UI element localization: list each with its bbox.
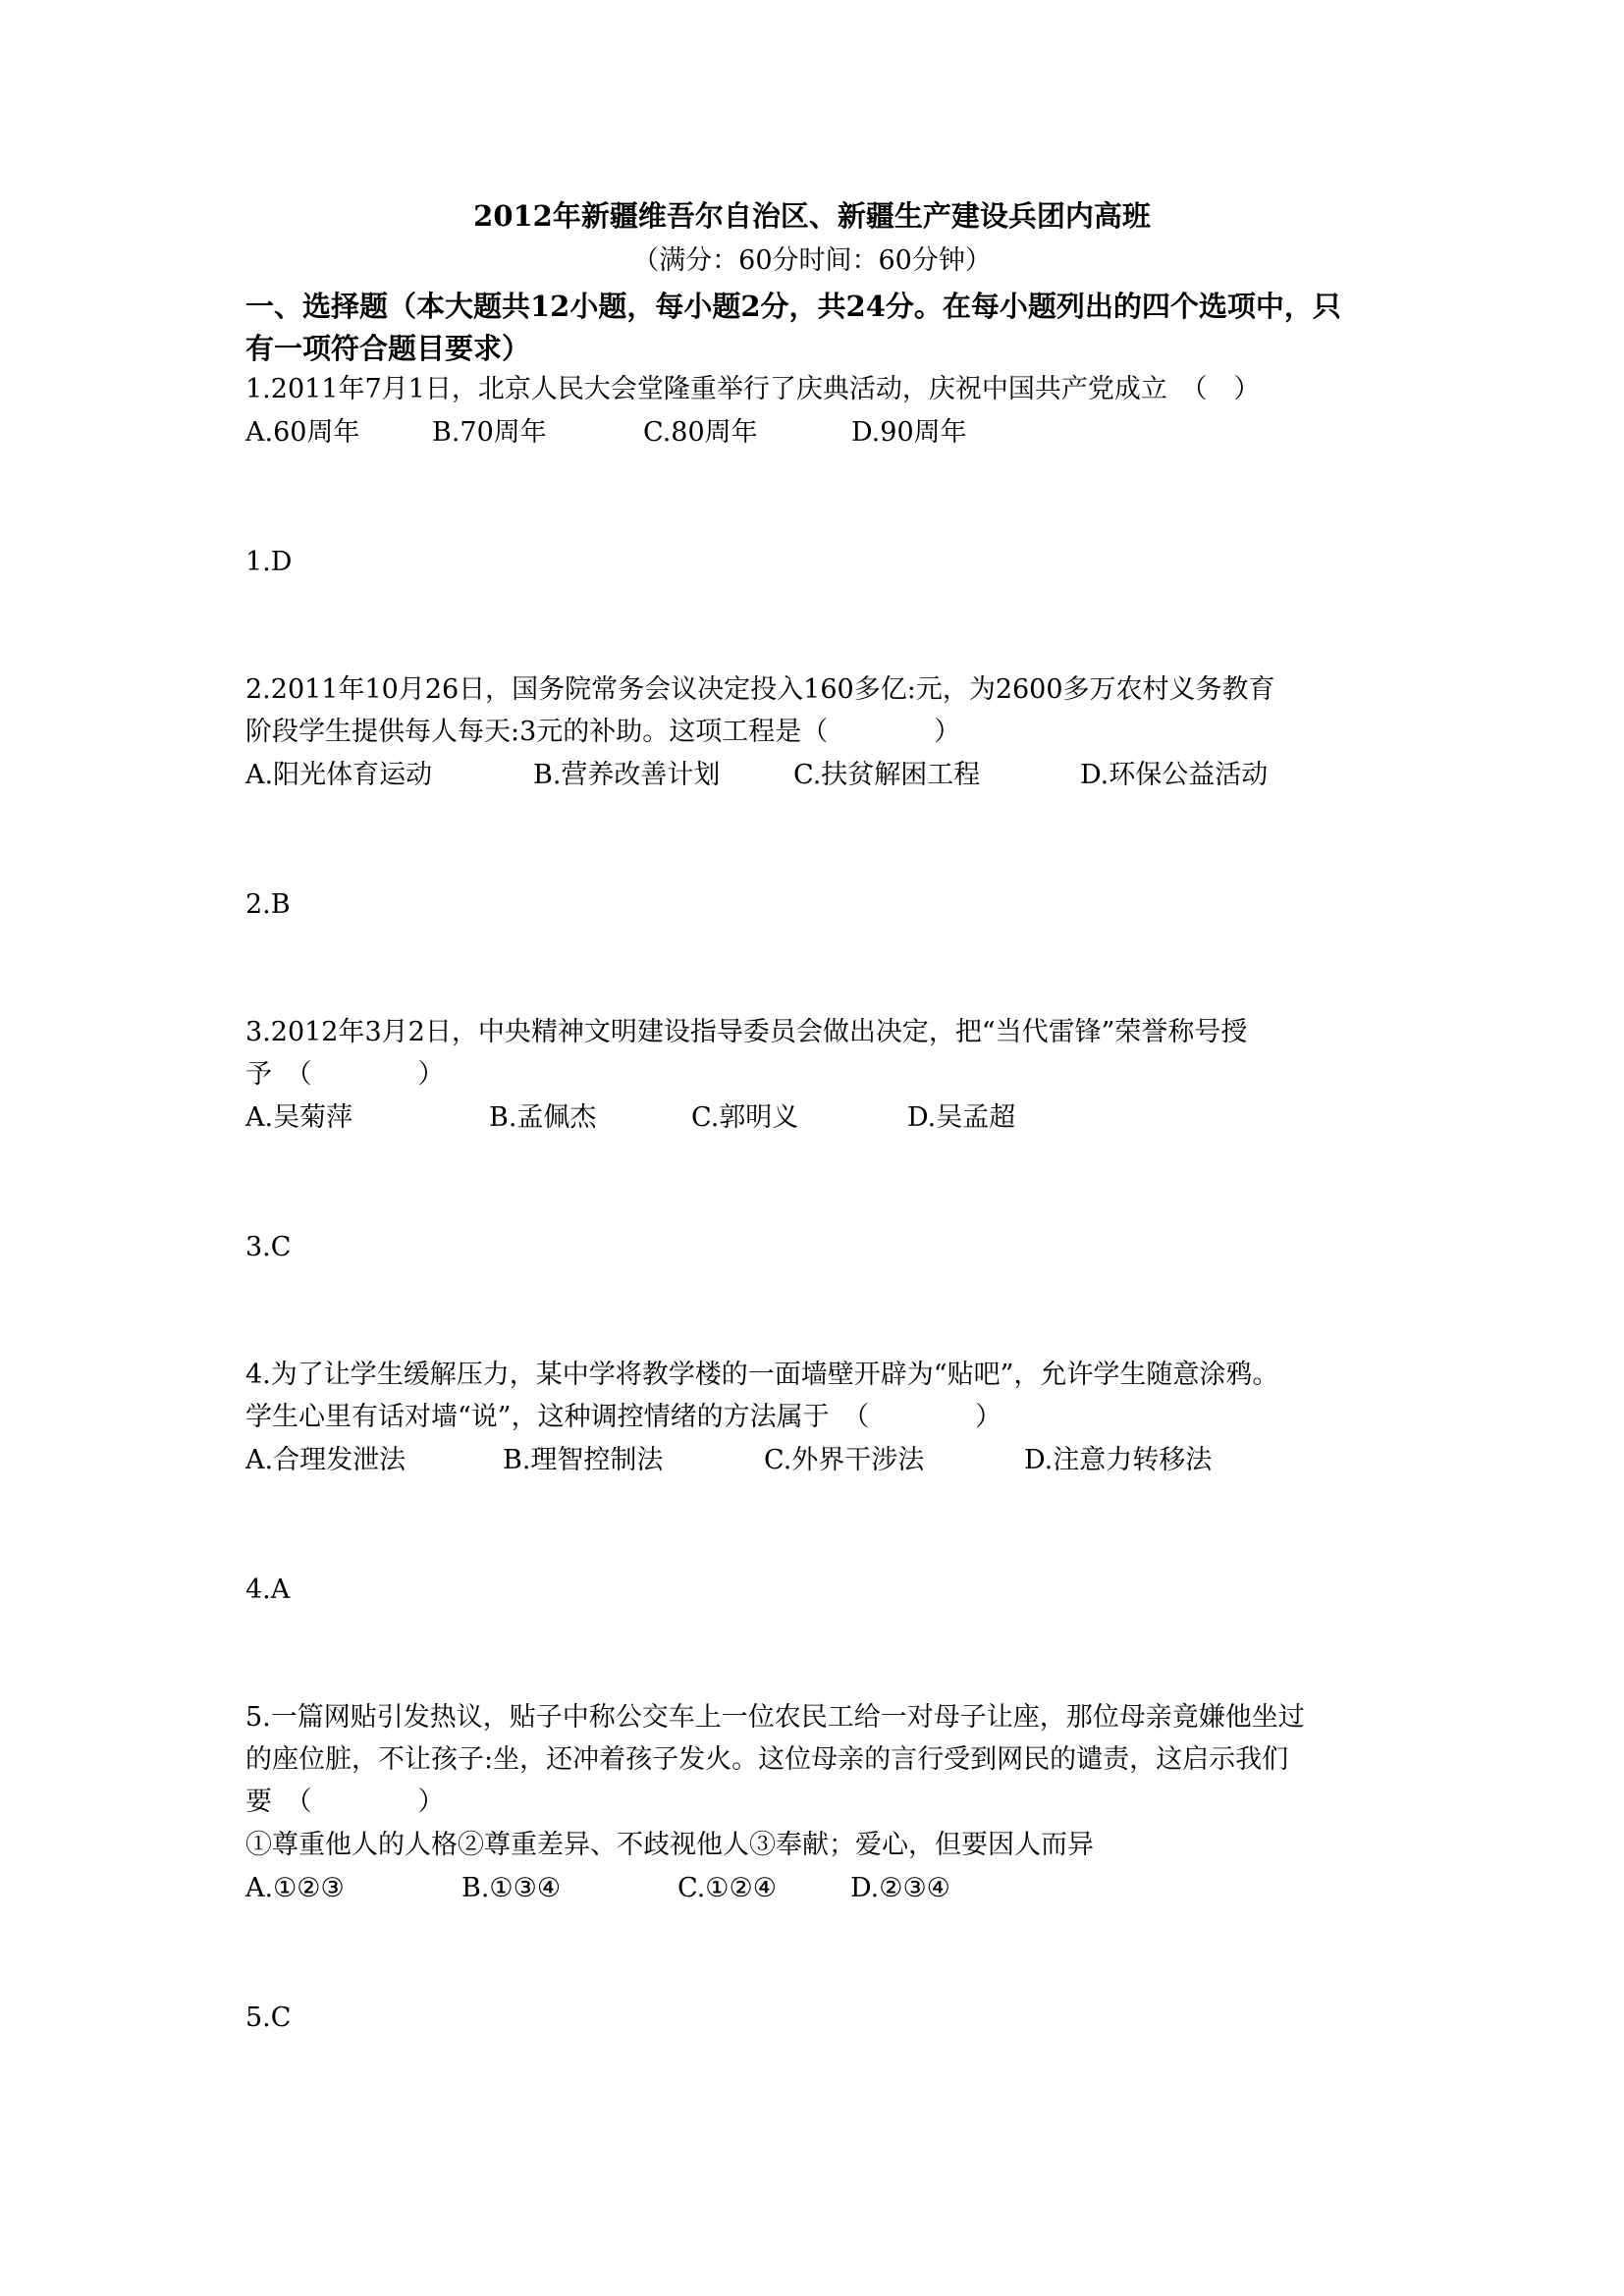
question-5-stem-line-1: 5.一篇网贴引发热议，贴子中称公交车上一位农民工给一对母子让座，那位母亲竟嫌他坐过 bbox=[245, 1702, 1305, 1733]
question-1-answer: 1.D bbox=[245, 547, 293, 577]
question-3-option-a: A.吴菊萍 bbox=[245, 1102, 353, 1133]
question-5-answer: 5.C bbox=[245, 2002, 292, 2033]
question-3-stem-line-2: 予 （ ） bbox=[245, 1059, 445, 1090]
question-5-stem-line-3: 要 （ ） bbox=[245, 1787, 445, 1817]
question-3-option-c: C.郭明义 bbox=[691, 1102, 799, 1133]
question-2-answer: 2.B bbox=[245, 889, 291, 920]
question-5-option-a: A.①②③ bbox=[245, 1873, 345, 1903]
question-2-stem-line-2: 阶段学生提供每人每天:3元的补助。这项工程是（ ） bbox=[245, 717, 961, 747]
question-3-option-b: B.孟佩杰 bbox=[489, 1102, 597, 1133]
question-2-option-b: B.营养改善计划 bbox=[533, 760, 721, 790]
question-1-option-d: D.90周年 bbox=[851, 417, 967, 448]
question-3-stem-line-1: 3.2012年3月2日，中央精神文明建设指导委员会做出决定，把“当代雷锋”荣誉称号授 bbox=[245, 1017, 1248, 1047]
question-5-stem-line-2: 的座位脏，不让孩子:坐，还冲着孩子发火。这位母亲的言行受到网民的谴责，这启示我们 bbox=[245, 1744, 1289, 1775]
question-1-option-a: A.60周年 bbox=[245, 417, 360, 448]
question-4-option-d: D.注意力转移法 bbox=[1024, 1445, 1213, 1475]
exam-subtitle: （满分：60分时间：60分钟） bbox=[632, 245, 992, 276]
exam-title: 2012年新疆维吾尔自治区、新疆生产建设兵团内高班 bbox=[473, 199, 1151, 233]
question-5-option-b: B.①③④ bbox=[461, 1873, 562, 1903]
question-1-stem-line-1: 1.2011年7月1日，北京人民大会堂隆重举行了庆典活动，庆祝中国共产党成立 （ ） bbox=[245, 374, 1261, 404]
question-4-answer: 4.A bbox=[245, 1575, 291, 1605]
question-1-option-c: C.80周年 bbox=[643, 417, 758, 448]
question-1-option-b: B.70周年 bbox=[432, 417, 547, 448]
question-4-stem-line-1: 4.为了让学生缓解压力，某中学将教学楼的一面墙壁开辟为“贴吧”，允许学生随意涂鸦。 bbox=[245, 1360, 1279, 1390]
question-4-stem-line-2: 学生心里有话对墙“说”，这种调控情绪的方法属于 （ ） bbox=[245, 1402, 1002, 1432]
question-3-option-d: D.吴孟超 bbox=[907, 1102, 1016, 1133]
question-2-option-d: D.环保公益活动 bbox=[1080, 760, 1269, 790]
question-5-stem-line-4: ①尊重他人的人格②尊重差异、不歧视他人③奉献；爱心，但要因人而异 bbox=[245, 1830, 1094, 1860]
question-4-option-a: A.合理发泄法 bbox=[245, 1445, 406, 1475]
question-2-option-c: C.扶贫解困工程 bbox=[793, 760, 981, 790]
section-heading-line-1: 一、选择题（本大题共12小题，每小题2分，共24分。在每小题列出的四个选项中，只 bbox=[245, 290, 1341, 323]
question-3-answer: 3.C bbox=[245, 1232, 292, 1262]
question-4-option-b: B.理智控制法 bbox=[503, 1445, 664, 1475]
question-2-option-a: A.阳光体育运动 bbox=[245, 760, 433, 790]
question-5-option-d: D.②③④ bbox=[850, 1873, 950, 1903]
question-2-stem-line-1: 2.2011年10月26日，国务院常务会议决定投入160多亿:元，为2600多万农村义务教育 bbox=[245, 674, 1275, 705]
question-5-option-c: C.①②④ bbox=[677, 1873, 777, 1903]
section-heading-line-2: 有一项符合题目要求） bbox=[245, 332, 531, 365]
question-4-option-c: C.外界干涉法 bbox=[764, 1445, 925, 1475]
